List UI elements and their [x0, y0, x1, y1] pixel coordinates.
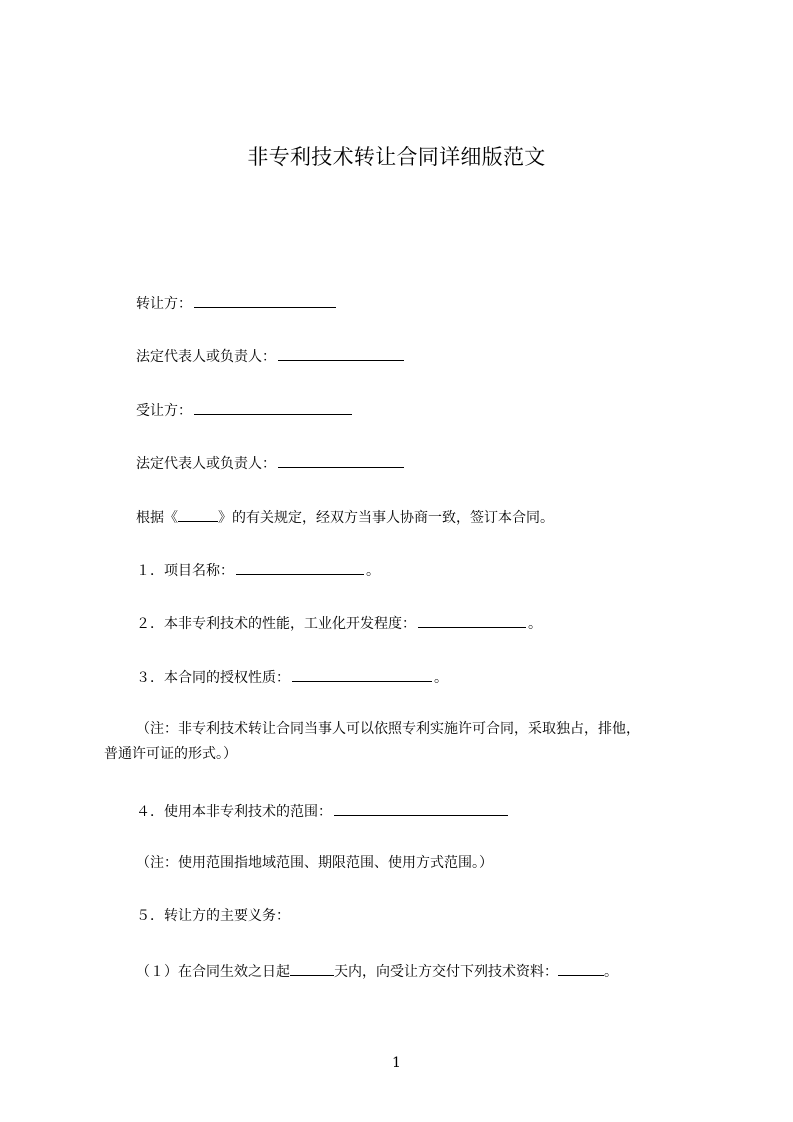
transferee-label: 受让方：	[136, 403, 192, 419]
representative-blank[interactable]	[278, 452, 404, 468]
basis-text-end: 》的有关规定，经双方当事人协商一致，签订本合同。	[218, 510, 554, 526]
item-3-line	[136, 666, 448, 688]
technical-materials-blank[interactable]	[558, 960, 604, 976]
transferee-blank[interactable]	[194, 399, 352, 415]
transferor-label: 转让方：	[136, 296, 192, 312]
note-2-line: （注：使用范围指地域范围、期限范围、使用方式范围。）	[136, 855, 493, 871]
representative-label: 法定代表人或负责人：	[136, 456, 276, 472]
item-2-line	[136, 612, 542, 634]
item-5-line: ５．转让方的主要义务：	[136, 908, 290, 924]
item-1-label: １．项目名称：	[136, 563, 234, 579]
days-blank[interactable]	[290, 960, 334, 976]
transferee-line	[136, 399, 354, 421]
transferee-representative-line	[136, 452, 406, 474]
transferor-blank[interactable]	[194, 292, 336, 308]
representative-label: 法定代表人或负责人：	[136, 349, 276, 365]
item-4-label: ４．使用本非专利技术的范围：	[136, 804, 332, 820]
item-5-1-line	[136, 960, 618, 982]
document-title: 非专利技术转让合同详细版范文	[247, 145, 546, 169]
project-name-blank[interactable]	[236, 559, 364, 575]
transferor-representative-line	[136, 345, 406, 367]
note-1-line-1: （注：非专利技术转让合同当事人可以依照专利实施许可合同，采取独占，排他，	[136, 721, 640, 737]
authorization-nature-blank[interactable]	[292, 666, 432, 682]
transferor-line	[136, 292, 338, 314]
item-2-label: ２．本非专利技术的性能，工业化开发程度：	[136, 616, 416, 632]
note-1-line-2: 普通许可证的形式。）	[104, 746, 237, 762]
item-5-1-text-start: （１）在合同生效之日起	[136, 964, 290, 980]
item-4-line	[136, 800, 510, 822]
usage-scope-blank[interactable]	[334, 800, 508, 816]
item-1-end: 。	[366, 563, 380, 579]
item-3-end: 。	[434, 670, 448, 686]
law-name-blank[interactable]	[178, 506, 218, 522]
item-5-1-end: 。	[604, 964, 618, 980]
item-1-line	[136, 559, 380, 581]
basis-line	[136, 506, 554, 528]
development-degree-blank[interactable]	[418, 612, 526, 628]
item-5-1-text-middle: 天内，向受让方交付下列技术资料：	[334, 964, 558, 980]
page-number: 1	[392, 1055, 401, 1071]
item-2-end: 。	[528, 616, 542, 632]
basis-text-start: 根据《	[136, 510, 178, 526]
representative-blank[interactable]	[278, 345, 404, 361]
item-3-label: ３．本合同的授权性质：	[136, 670, 290, 686]
